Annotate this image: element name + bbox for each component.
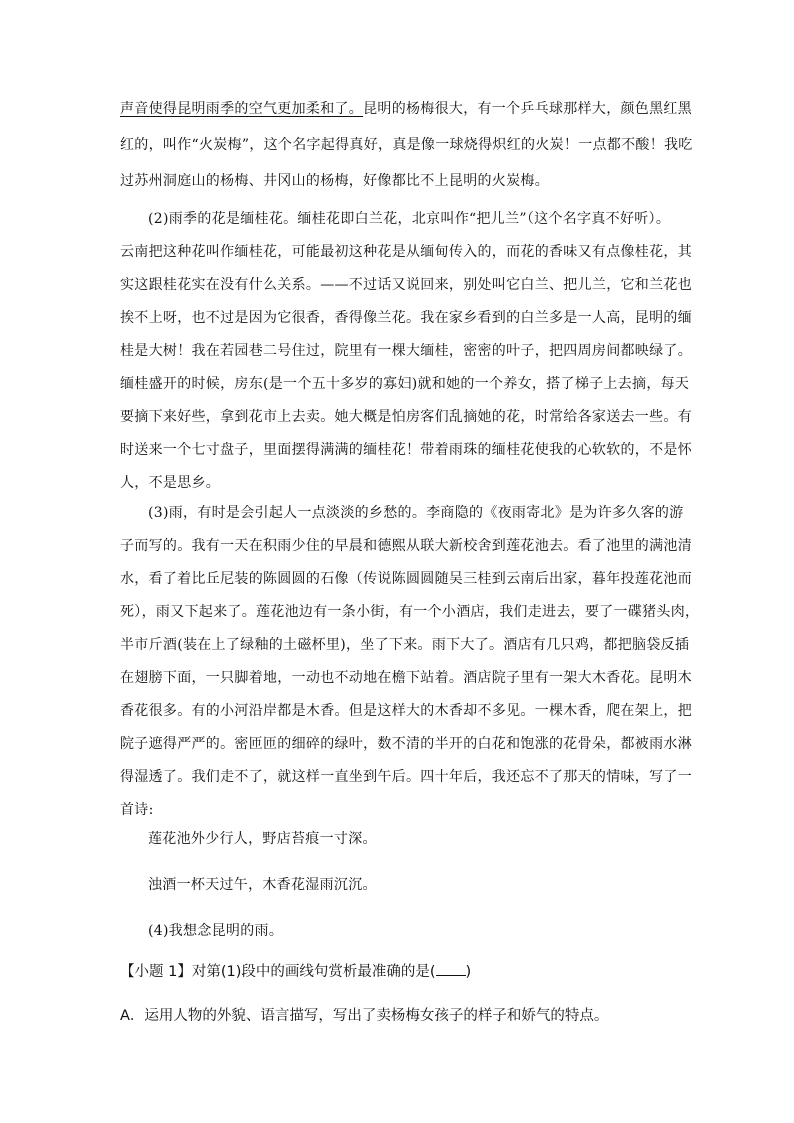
paragraph-2-line: 云南把这种花叫作缅桂花，可能最初这种花是从缅甸传入的，而花的香味又有点像桂花，其: [120, 244, 692, 260]
paragraph-2-line: 桂是大树！我在若园巷二号住过，院里有一棵大缅桂，密密的叶子，把四周房间都映绿了。: [120, 343, 692, 359]
option-a[interactable]: A．运用人物的外貌、语言描写，写出了卖杨梅女孩子的样子和娇气的特点。: [120, 1008, 609, 1024]
paragraph-3-line: 得湿透了。我们走不了，就这样一直坐到午后。四十年后，我还忘不了那天的情味，写了一: [120, 769, 692, 785]
poem-line-1: 莲花池外少行人，野店苔痕一寸深。: [148, 831, 377, 847]
paragraph-1-line-1: 声音使得昆明雨季的空气更加柔和了。昆明的杨梅很大，有一个乒乓球那样大，颜色黑红黑: [120, 101, 693, 117]
paragraph-3-line: 死），雨又下起来了。莲花池边有一条小街，有一个小酒店，我们走进去，要了一碟猪头肉，: [120, 604, 700, 620]
paragraph-1-line-3: 过苏州洞庭山的杨梅、井冈山的杨梅，好像都比不上昆明的火炭梅。: [120, 173, 549, 189]
paragraph-3: [120, 500, 700, 823]
paragraph-3-line: 首诗:: [120, 802, 154, 818]
paragraph-3-line: 院子遮得严严的。密匝匝的细碎的绿叶，数不清的半开的白花和饱涨的花骨朵，都被雨水淋: [120, 736, 692, 752]
paragraph-3-line: 半市斤酒(装在上了绿釉的土磁杯里)，坐了下来。雨下大了。酒店有几只鸡，都把脑袋反插: [120, 637, 690, 653]
paragraph-2-line: 实这跟桂花实在没有什么关系。——不过话又说回来，别处叫它白兰、把儿兰，它和兰花也: [120, 277, 692, 293]
paragraph-2-line: 人，不是思乡。: [120, 475, 221, 491]
paragraph-3-line: 子而写的。我有一天在积雨少住的早晨和德熙从联大新校舍到莲花池去。看了池里的满池清: [120, 538, 692, 554]
paragraph-3-line: 水，看了着比丘尼装的陈圆圆的石像（传说陈圆圆随吴三桂到云南后出家，暮年投莲花池而: [120, 571, 692, 587]
question-1-stem: 【小题 1】对第(1)段中的画线句赏析最准确的是(: [120, 964, 436, 980]
paragraph-2-line: (2)雨季的花是缅桂花。缅桂花即白兰花，北京叫作“把儿兰”（这个名字真不好听）。: [148, 211, 671, 227]
paragraph-3-line: (3)雨，有时是会引起人一点淡淡的乡愁的。李商隐的《夜雨寄北》是为许多久客的游: [148, 505, 684, 521]
paragraph-2-line: 时送来一个七寸盘子，里面摆得满满的缅桂花！带着雨珠的缅桂花使我的心软软的，不是怀: [120, 442, 692, 458]
question-1-close: ): [465, 964, 472, 980]
answer-blank[interactable]: [436, 963, 466, 976]
paragraph-1: [120, 96, 693, 194]
underlined-sentence: 声音使得昆明雨季的空气更加柔和了。: [120, 101, 364, 117]
paragraph-1-line-2: 红的，叫作“火炭梅”，这个名字起得真好，真是像一球烧得炽红的火炭！一点都不酸！我吃: [120, 137, 693, 153]
paragraph-3-line: 香花很多。有的小河沿岸都是木香。但是这样大的木香却不多见。一棵木香，爬在架上，把: [120, 703, 692, 719]
paragraph-2-line: 缅桂盛开的时候，房东(是一个五十多岁的寡妇)就和她的一个养女，搭了梯子上去摘，每天: [120, 376, 690, 392]
paragraph-2-line: 要摘下来好些，拿到花市上去卖。她大概是怕房客们乱摘她的花，时常给各家送去一些。有: [120, 409, 692, 425]
paragraph-3-line: 在翅膀下面，一只脚着地，一动也不动地在檐下站着。酒店院子里有一架大木香花。昆明木: [120, 670, 692, 686]
paragraph-4: (4)我想念昆明的雨。: [148, 923, 284, 939]
question-1: [120, 960, 680, 984]
paragraph-2: [120, 206, 692, 496]
paragraph-2-line: 挨不上呀，也不过是因为它很香，香得像兰花。我在家乡看到的白兰多是一人高，昆明的缅: [120, 310, 692, 326]
poem-line-2: 浊酒一杯天过午，木香花湿雨沉沉。: [148, 877, 377, 893]
